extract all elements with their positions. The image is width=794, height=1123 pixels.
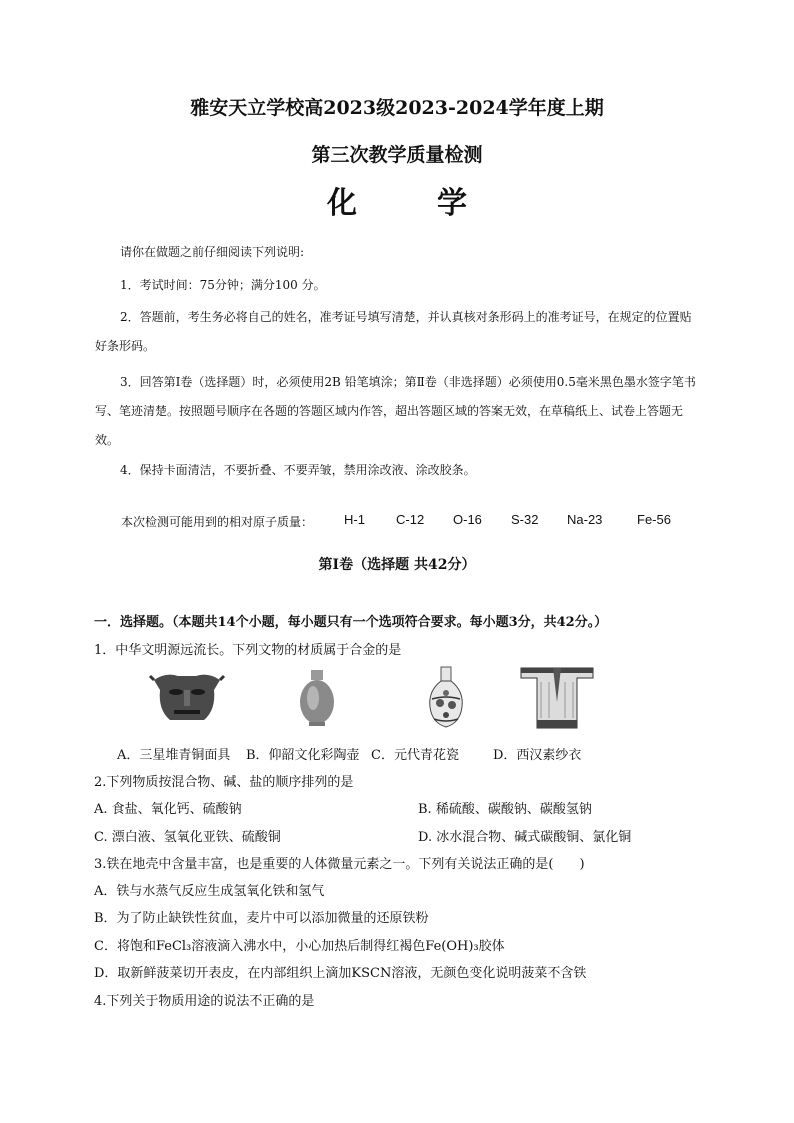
question-3-option-d: D．取新鲜菠菜切开表皮，在内部组织上滴加KSCN溶液，无颜色变化说明菠菜不含铁 xyxy=(94,966,587,981)
atomic-mass-s: S-32 xyxy=(511,512,539,527)
question-3-option-c: C．将饱和FeCl₃溶液滴入沸水中，小心加热后制得红褐色Fe(OH)₃胶体 xyxy=(94,939,505,954)
question-2-option-d: D. 冰水混合物、碱式碳酸铜、氯化铜 xyxy=(418,830,632,845)
question-1-stem: 1．中华文明源远流长。下列文物的材质属于合金的是 xyxy=(94,643,402,658)
subject-title: 化学 xyxy=(327,186,547,221)
exam-title: 雅安天立学校高2023级2023-2024学年度上期 xyxy=(190,97,604,119)
blue-white-porcelain-vase-image xyxy=(426,665,466,731)
question-3-stem: 3.铁在地壳中含量丰富，也是重要的人体微量元素之一。下列有关说法正确的是( ) xyxy=(94,857,585,872)
atomic-mass-h: H-1 xyxy=(344,512,365,527)
plain-gauze-robe-image xyxy=(519,662,595,732)
instruction-item-2: 2．答题前，考生务必将自己的姓名，准考证号填写清楚，并认真核对条形码上的准考证号，在规定的位置贴好条形码。 xyxy=(95,310,692,353)
question-1-option-b: B．仰韶文化彩陶壶 xyxy=(246,748,360,763)
instructions-intro: 请你在做题之前仔细阅读下列说明: xyxy=(120,245,305,259)
question-3-option-a: A．铁与水蒸气反应生成氢氧化铁和氢气 xyxy=(94,884,325,899)
instruction-item-1: 1．考试时间：75分钟；满分100 分。 xyxy=(120,278,326,292)
bronze-mask-image xyxy=(148,670,226,726)
instruction-item-3: 3．回答第Ⅰ卷（选择题）时，必须使用2B 铅笔填涂；第Ⅱ卷（非选择题）必须使用0.5毫米黑色墨水签字笔书写、笔迹清楚。按照题号顺序在各题的答题区域内作答，超出答题区域的答案无效，在草稿纸上、试卷上答题无效。 xyxy=(95,375,696,447)
question-2-stem: 2.下列物质按混合物、碱、盐的顺序排列的是 xyxy=(94,775,354,790)
question-3-option-b: B．为了防止缺铁性贫血，麦片中可以添加微量的还原铁粉 xyxy=(94,911,429,926)
atomic-mass-o: O-16 xyxy=(453,512,482,527)
question-1-option-d: D．西汉素纱衣 xyxy=(493,748,582,763)
atomic-mass-c: C-12 xyxy=(396,512,425,527)
atomic-masses-label: 本次检测可能用到的相对原子质量： xyxy=(121,515,314,529)
question-2-option-b: B. 稀硫酸、碳酸钠、碳酸氢钠 xyxy=(418,802,592,817)
part-title: 一．选择题。（本题共14个小题，每小题只有一个选项符合要求。每小题3分，共42分。） xyxy=(94,615,608,630)
painted-pottery-pot-image xyxy=(297,668,337,728)
question-4-stem: 4.下列关于物质用途的说法不正确的是 xyxy=(94,994,315,1009)
volume-title: 第Ⅰ卷（选择题 共42分） xyxy=(318,557,476,573)
question-2-option-a: A. 食盐、氧化钙、硫酸钠 xyxy=(94,802,242,817)
instruction-item-4: 4．保持卡面清洁，不要折叠、不要弄皱，禁用涂改液、涂改胶条。 xyxy=(120,463,476,477)
atomic-mass-na: Na-23 xyxy=(567,512,603,527)
atomic-mass-fe: Fe-56 xyxy=(637,512,671,527)
question-1-option-a: A．三星堆青铜面具 xyxy=(117,748,231,763)
exam-subtitle: 第三次教学质量检测 xyxy=(311,144,483,166)
question-1-option-c: C．元代青花瓷 xyxy=(371,748,459,763)
question-2-option-c: C. 漂白液、氢氧化亚铁、硫酸铜 xyxy=(94,830,281,845)
